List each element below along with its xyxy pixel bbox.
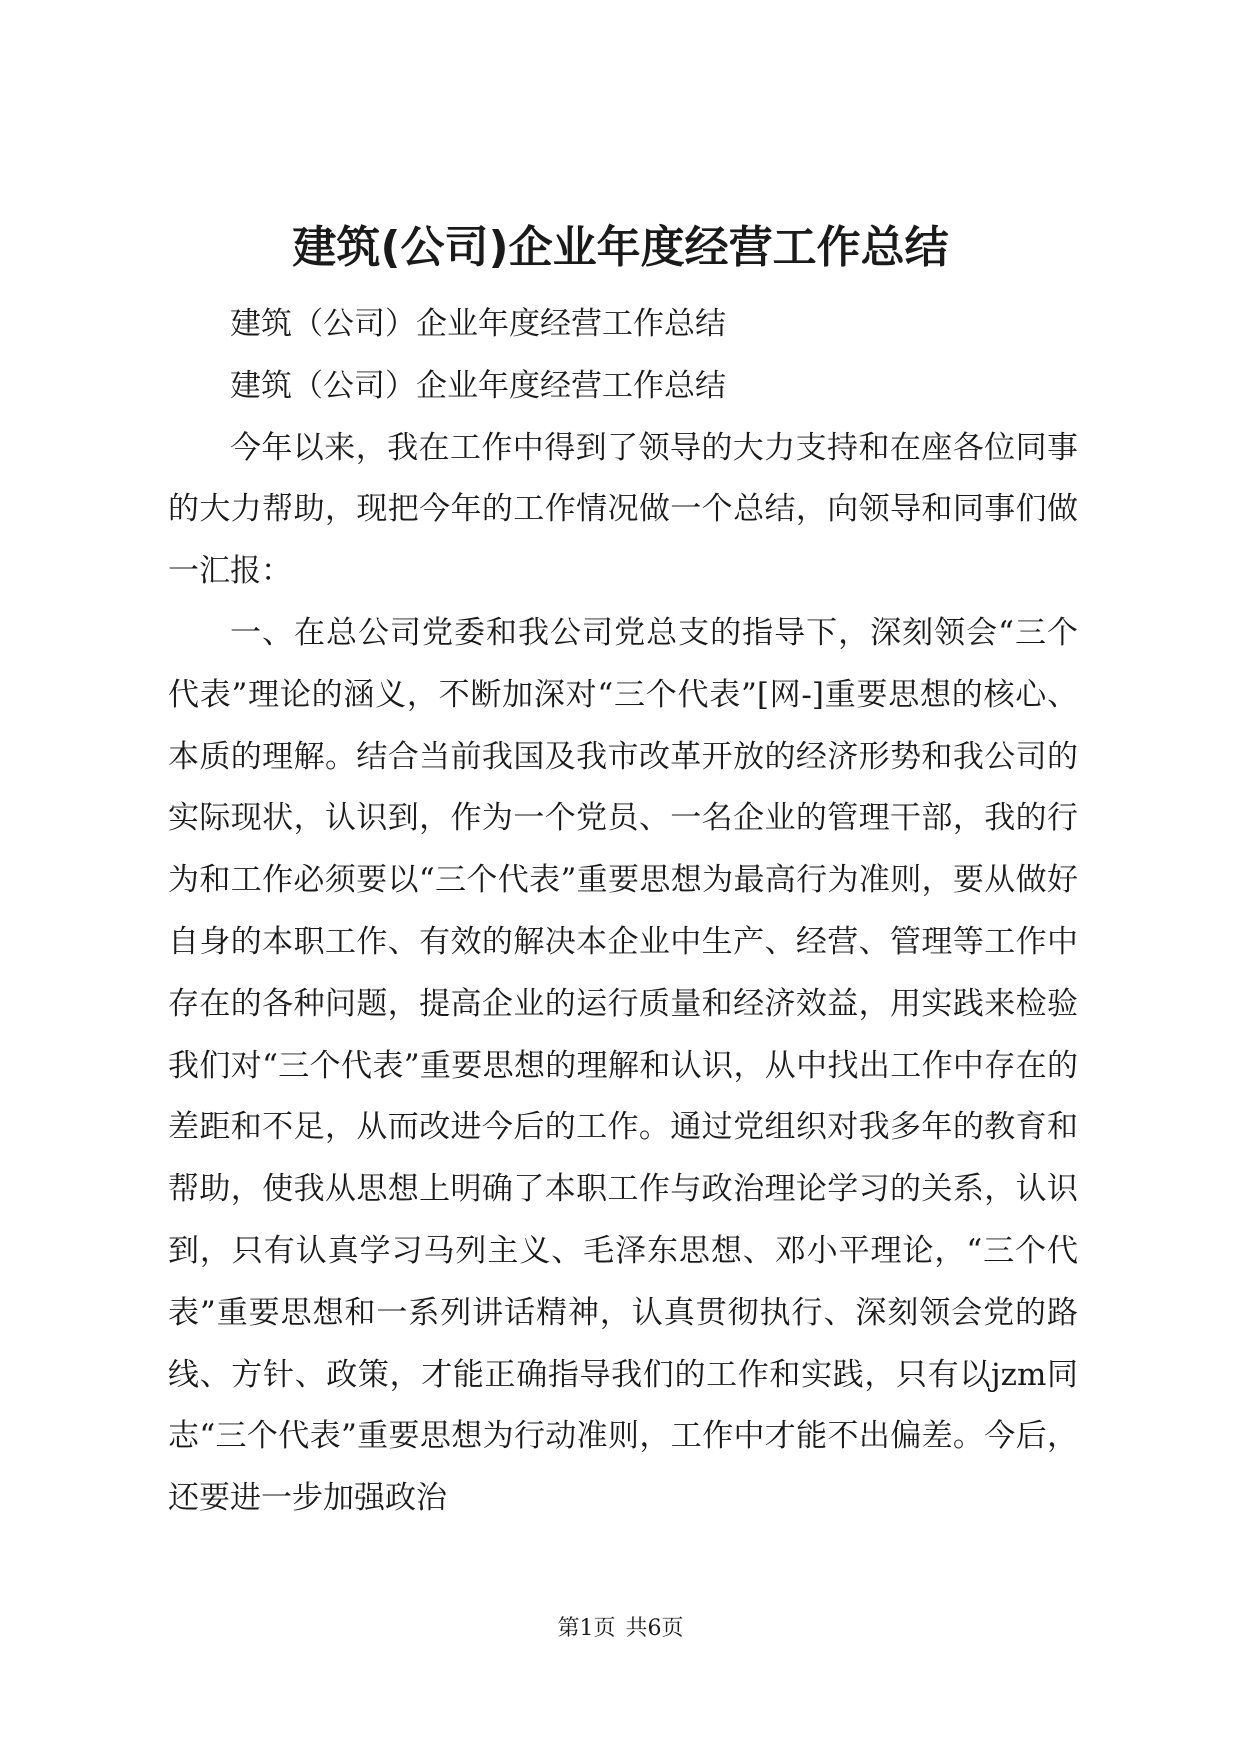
- page-total: 共6页: [625, 1616, 684, 1641]
- intro-paragraph: 今年以来，我在工作中得到了领导的大力支持和在座各位同事的大力帮助，现把今年的工作情况做一个总结，向领导和同事们做一汇报：: [168, 429, 1078, 590]
- document-body: [168, 294, 1078, 1530]
- page-footer: [0, 1614, 1241, 1644]
- subtitle-line-repeat: 建筑（公司）企业年度经营工作总结: [230, 367, 726, 404]
- page-number: 第1页: [557, 1616, 616, 1641]
- section-one-paragraph: 一、在总公司党委和我公司党总支的指导下，深刻领会“三个代表”理论的涵义，不断加深对“三个代表”[网-]重要思想的核心、本质的理解。结合当前我国及我市改革开放的经济形势和我公司的实际现状，认识到，作为一个党员、一名企业的管理干部，我的行为和工作必须要以“三个代表”重要思想为最高行为准则，要从做好自身的本职工作、有效的解决本企业中生产、经营、管理等工作中存在的各种问题，提高企业的运行质量和经济效益，用实践来检验我们对“三个代表”重要思想的理解和认识，从中找出工作中存在的差距和不足，从而改进今后的工作。通过党组织对我多年的教育和帮助，使我从思想上明确了本职工作与政治理论学习的关系，认识到，只有认真学习马列主义、毛泽东思想、邓小平理论，“三个代表”重要思想和一系列讲话精神，认真贯彻执行、深刻领会党的路线、方针、政策，才能正确指导我们的工作和实践，只有以jzm同志“三个代表”重要思想为行动准则，工作中才能不出偏差。今后，还要进一步加强政治: [168, 614, 1078, 1517]
- document-title: 建筑(公司)企业年度经营工作总结: [292, 222, 949, 273]
- subtitle-line: 建筑（公司）企业年度经营工作总结: [230, 306, 726, 342]
